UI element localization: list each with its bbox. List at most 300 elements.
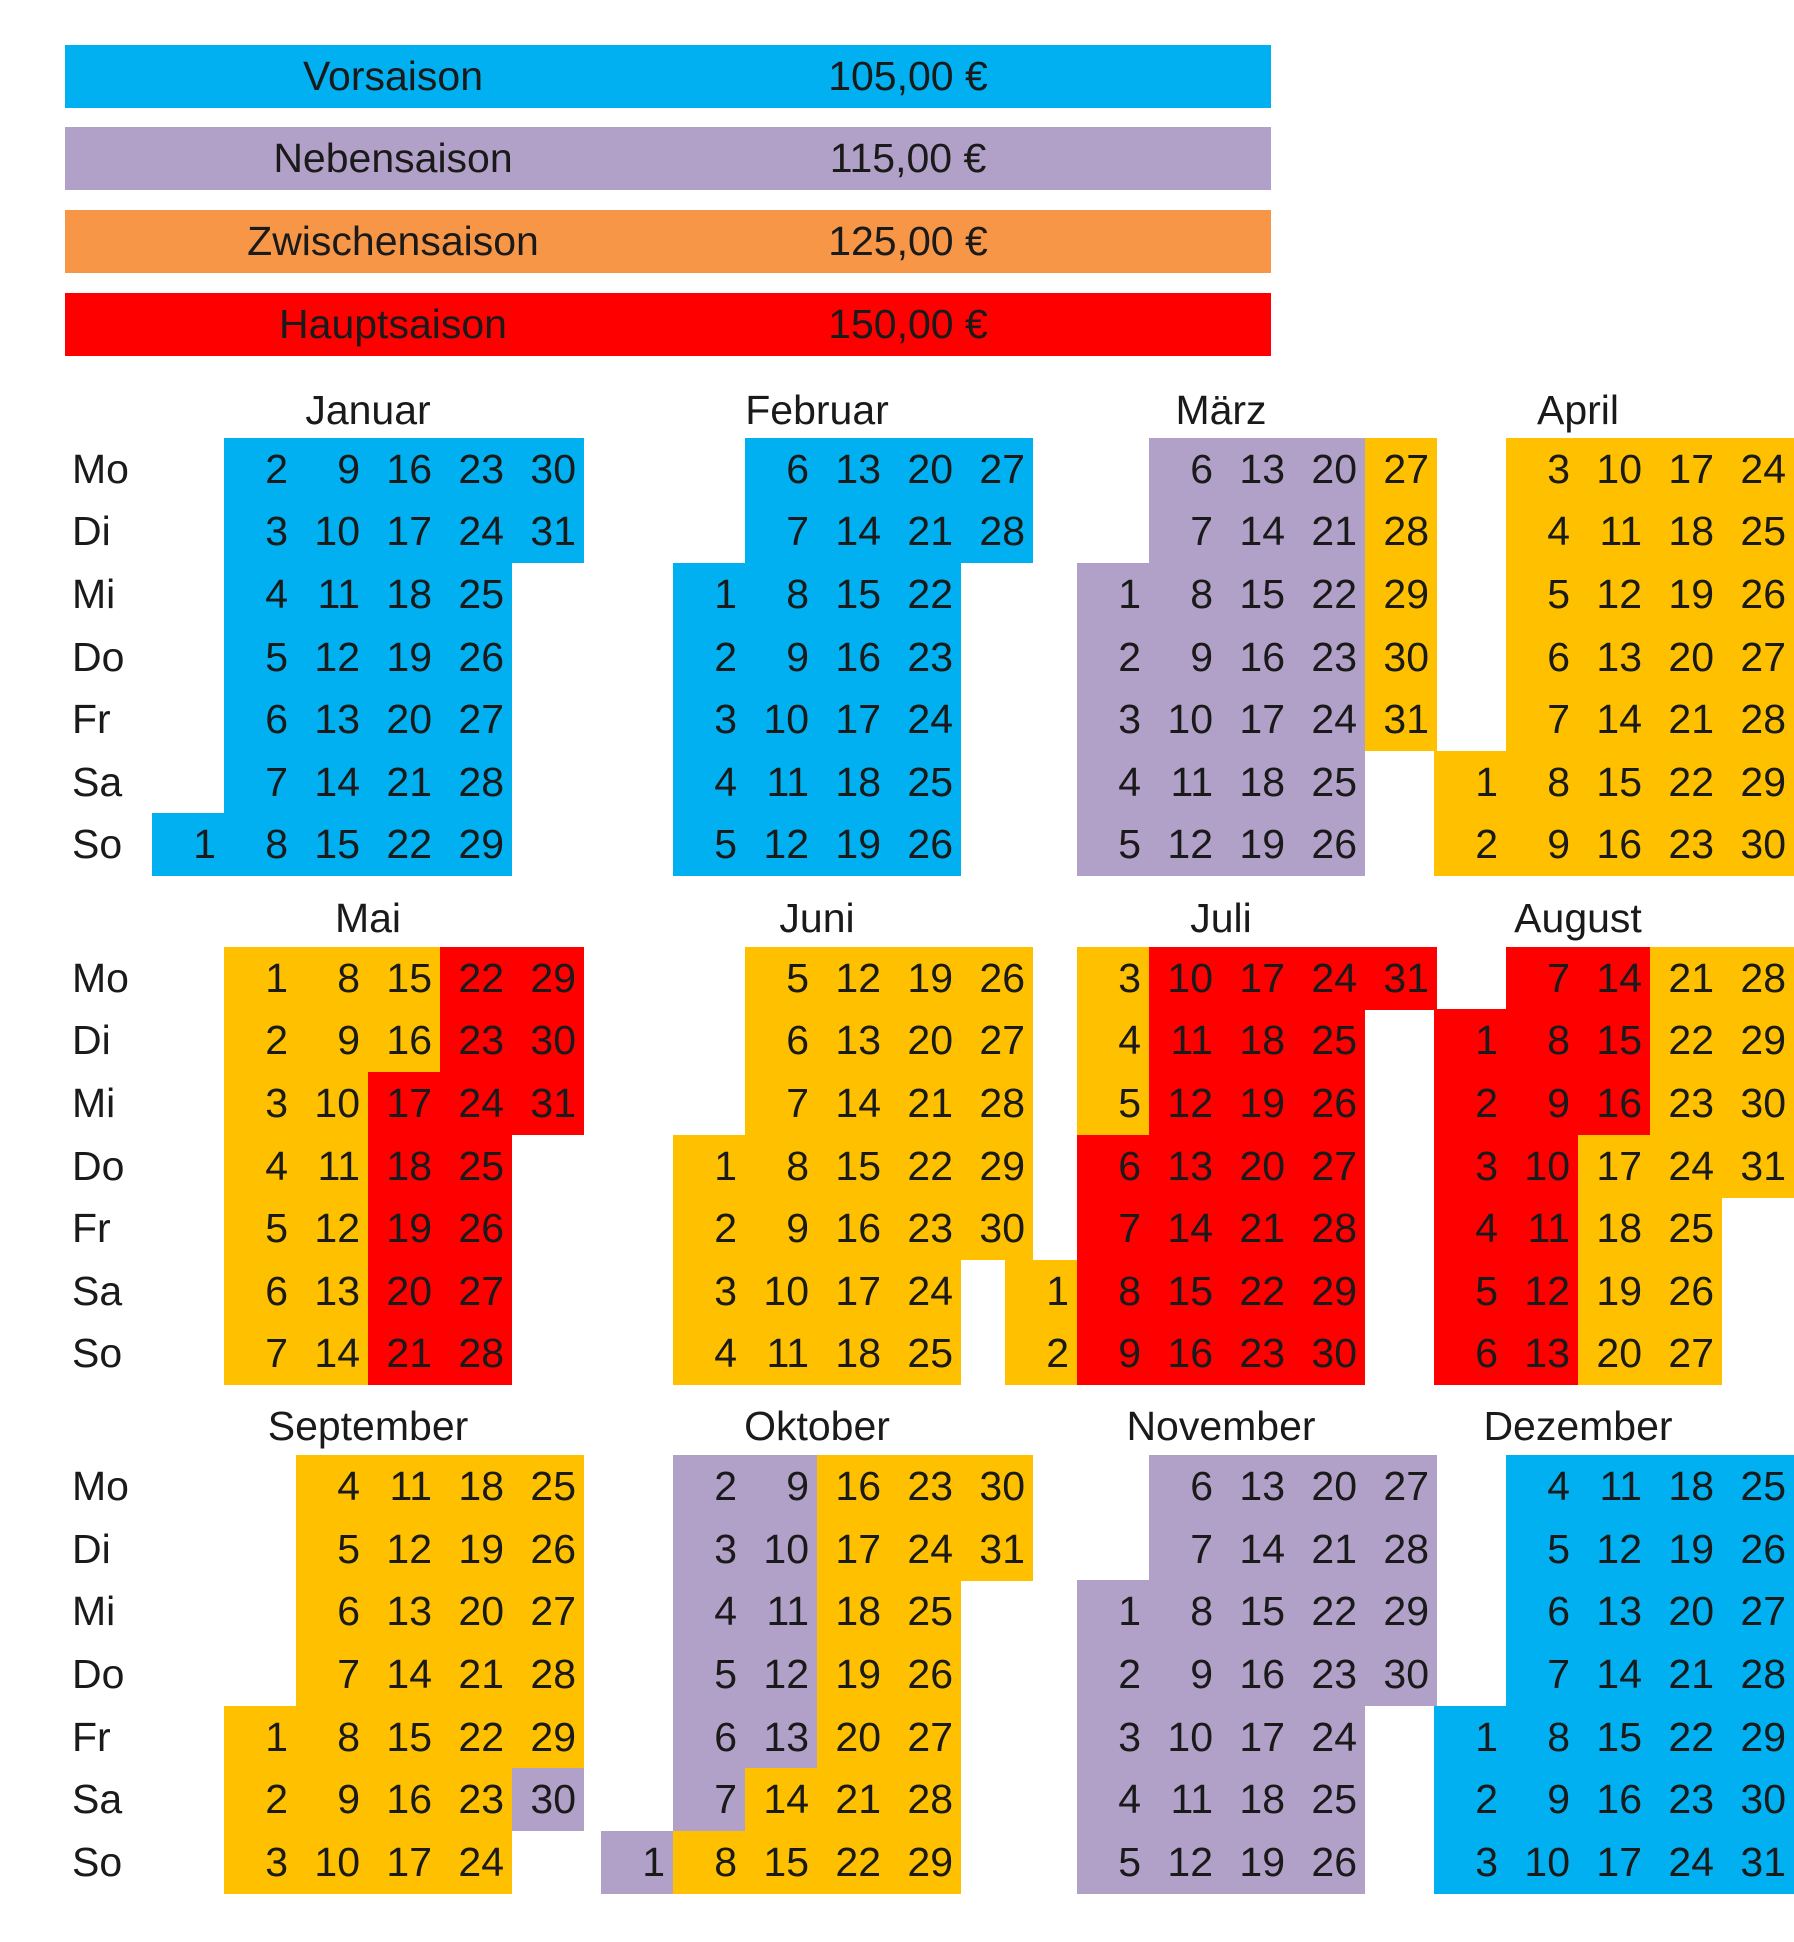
day-cell: 15 xyxy=(1578,1706,1650,1769)
day-cell: 14 xyxy=(1221,1518,1293,1581)
day-cell: 13 xyxy=(1149,1135,1221,1198)
day-cell: 24 xyxy=(1293,947,1365,1010)
day-cell: 26 xyxy=(1293,813,1365,876)
day-cell: 24 xyxy=(1650,1831,1722,1894)
day-cell: 9 xyxy=(1077,1322,1149,1385)
day-cell: 28 xyxy=(440,1322,512,1385)
day-cell: 29 xyxy=(512,1706,584,1769)
day-cell: 8 xyxy=(673,1831,745,1894)
legend-row-nebensaison xyxy=(65,127,1271,190)
day-cell: 3 xyxy=(1077,947,1149,1010)
month-title-oktober: Oktober xyxy=(744,1403,890,1449)
day-cell: 2 xyxy=(1434,1768,1506,1831)
day-cell: 23 xyxy=(440,438,512,501)
weekday-label-di: Di xyxy=(72,1017,111,1063)
day-cell: 7 xyxy=(224,751,296,814)
day-cell: 23 xyxy=(1293,626,1365,689)
legend-row-vorsaison xyxy=(65,45,1271,108)
day-cell: 7 xyxy=(1149,1518,1221,1581)
day-cell: 19 xyxy=(889,947,961,1010)
day-cell: 10 xyxy=(745,1260,817,1323)
day-cell: 29 xyxy=(889,1831,961,1894)
day-cell: 25 xyxy=(1293,751,1365,814)
day-cell: 2 xyxy=(224,1768,296,1831)
day-cell: 31 xyxy=(961,1518,1033,1581)
day-cell: 17 xyxy=(368,1831,440,1894)
day-cell: 1 xyxy=(1434,751,1506,814)
day-cell: 28 xyxy=(889,1768,961,1831)
day-cell: 18 xyxy=(1221,1009,1293,1072)
day-cell: 6 xyxy=(224,1260,296,1323)
day-cell: 23 xyxy=(440,1768,512,1831)
season-price: 115,00 € xyxy=(829,135,987,181)
day-cell: 29 xyxy=(1365,1580,1437,1643)
day-cell: 25 xyxy=(440,563,512,626)
day-cell: 17 xyxy=(1221,947,1293,1010)
day-cell: 1 xyxy=(673,563,745,626)
day-cell: 25 xyxy=(1722,1455,1794,1518)
day-cell: 1 xyxy=(1077,563,1149,626)
day-cell: 28 xyxy=(961,1072,1033,1135)
day-cell: 1 xyxy=(152,813,224,876)
day-cell: 31 xyxy=(1722,1831,1794,1894)
day-cell: 13 xyxy=(817,1009,889,1072)
day-cell: 14 xyxy=(296,751,368,814)
day-cell: 27 xyxy=(1365,438,1437,501)
day-cell: 24 xyxy=(440,1831,512,1894)
day-cell: 14 xyxy=(817,500,889,563)
day-cell: 8 xyxy=(224,813,296,876)
day-cell: 4 xyxy=(673,1580,745,1643)
day-cell: 9 xyxy=(1149,1643,1221,1706)
day-cell: 23 xyxy=(1650,813,1722,876)
day-cell: 3 xyxy=(1506,438,1578,501)
day-cell: 5 xyxy=(673,1643,745,1706)
day-cell: 18 xyxy=(817,751,889,814)
day-cell: 13 xyxy=(1578,1580,1650,1643)
day-cell: 3 xyxy=(673,688,745,751)
day-cell: 13 xyxy=(368,1580,440,1643)
day-cell: 20 xyxy=(889,438,961,501)
day-cell: 9 xyxy=(296,438,368,501)
day-cell: 13 xyxy=(1221,1455,1293,1518)
day-cell: 20 xyxy=(1221,1135,1293,1198)
day-cell: 31 xyxy=(512,1072,584,1135)
day-cell: 15 xyxy=(745,1831,817,1894)
day-cell: 24 xyxy=(440,500,512,563)
day-cell: 19 xyxy=(817,1643,889,1706)
day-cell: 9 xyxy=(1506,1768,1578,1831)
weekday-label-do: Do xyxy=(72,1651,125,1697)
day-cell: 7 xyxy=(1077,1197,1149,1260)
weekday-label-mo: Mo xyxy=(72,955,129,1001)
day-cell: 27 xyxy=(1722,1580,1794,1643)
weekday-label-so: So xyxy=(72,821,123,867)
day-cell: 18 xyxy=(1221,751,1293,814)
day-cell: 8 xyxy=(296,947,368,1010)
day-cell: 23 xyxy=(440,1009,512,1072)
day-cell: 14 xyxy=(1149,1197,1221,1260)
day-cell: 27 xyxy=(889,1706,961,1769)
day-cell: 28 xyxy=(440,751,512,814)
day-cell: 6 xyxy=(224,688,296,751)
day-cell: 22 xyxy=(440,1706,512,1769)
day-cell: 12 xyxy=(1149,813,1221,876)
day-cell: 19 xyxy=(1578,1260,1650,1323)
day-cell: 8 xyxy=(1149,563,1221,626)
day-cell: 7 xyxy=(1506,947,1578,1010)
day-cell: 4 xyxy=(296,1455,368,1518)
day-cell: 19 xyxy=(1650,1518,1722,1581)
day-cell: 4 xyxy=(1506,1455,1578,1518)
day-cell: 20 xyxy=(1650,626,1722,689)
day-cell: 18 xyxy=(1578,1197,1650,1260)
day-cell: 8 xyxy=(1506,1009,1578,1072)
day-cell: 16 xyxy=(1221,626,1293,689)
day-cell: 14 xyxy=(296,1322,368,1385)
day-cell: 30 xyxy=(512,1009,584,1072)
day-cell: 31 xyxy=(1365,947,1437,1010)
day-cell: 5 xyxy=(1077,1831,1149,1894)
day-cell: 9 xyxy=(745,1197,817,1260)
weekday-label-so: So xyxy=(72,1330,123,1376)
day-cell: 14 xyxy=(817,1072,889,1135)
day-cell: 30 xyxy=(1365,1643,1437,1706)
day-cell: 5 xyxy=(745,947,817,1010)
day-cell: 28 xyxy=(1722,688,1794,751)
day-cell: 5 xyxy=(224,626,296,689)
day-cell: 27 xyxy=(440,688,512,751)
day-cell: 25 xyxy=(889,1580,961,1643)
day-cell: 17 xyxy=(817,688,889,751)
season-name: Nebensaison xyxy=(273,135,513,181)
day-cell: 17 xyxy=(817,1260,889,1323)
day-cell: 26 xyxy=(440,1197,512,1260)
day-cell: 27 xyxy=(1365,1455,1437,1518)
day-cell: 3 xyxy=(673,1518,745,1581)
day-cell: 21 xyxy=(889,1072,961,1135)
weekday-label-mi: Mi xyxy=(72,1080,116,1126)
legend-row-zwischensaison xyxy=(65,210,1271,273)
day-cell: 23 xyxy=(1221,1322,1293,1385)
day-cell: 29 xyxy=(1365,563,1437,626)
day-cell: 27 xyxy=(1722,626,1794,689)
day-cell: 6 xyxy=(1506,1580,1578,1643)
day-cell: 8 xyxy=(745,563,817,626)
day-cell: 4 xyxy=(1506,500,1578,563)
day-cell: 9 xyxy=(296,1009,368,1072)
month-title-mai: Mai xyxy=(334,895,402,941)
month-title-juli: Juli xyxy=(1190,895,1252,941)
day-cell: 7 xyxy=(1149,500,1221,563)
day-cell: 18 xyxy=(1650,500,1722,563)
day-cell: 8 xyxy=(1149,1580,1221,1643)
day-cell: 14 xyxy=(1221,500,1293,563)
day-cell: 20 xyxy=(1650,1580,1722,1643)
month-title-januar: Januar xyxy=(305,387,431,433)
day-cell: 16 xyxy=(1578,1072,1650,1135)
day-cell: 1 xyxy=(1434,1706,1506,1769)
day-cell: 24 xyxy=(889,688,961,751)
day-cell: 2 xyxy=(1434,813,1506,876)
day-cell: 28 xyxy=(961,500,1033,563)
day-cell: 18 xyxy=(817,1580,889,1643)
day-cell: 19 xyxy=(440,1518,512,1581)
day-cell: 28 xyxy=(512,1643,584,1706)
day-cell: 14 xyxy=(1578,1643,1650,1706)
day-cell: 31 xyxy=(1722,1135,1794,1198)
day-cell: 17 xyxy=(1650,438,1722,501)
weekday-label-mi: Mi xyxy=(72,1588,116,1634)
day-cell: 28 xyxy=(1365,500,1437,563)
day-cell: 6 xyxy=(296,1580,368,1643)
day-cell: 30 xyxy=(1722,1072,1794,1135)
month-title-august: August xyxy=(1514,895,1642,941)
day-cell: 25 xyxy=(889,751,961,814)
day-cell: 3 xyxy=(1434,1831,1506,1894)
day-cell: 13 xyxy=(296,688,368,751)
day-cell: 15 xyxy=(1221,563,1293,626)
day-cell: 26 xyxy=(1650,1260,1722,1323)
day-cell: 1 xyxy=(1005,1260,1077,1323)
day-cell: 9 xyxy=(745,626,817,689)
day-cell: 22 xyxy=(889,1135,961,1198)
day-cell: 10 xyxy=(1149,688,1221,751)
day-cell: 5 xyxy=(296,1518,368,1581)
day-cell: 7 xyxy=(673,1768,745,1831)
day-cell: 22 xyxy=(1650,1009,1722,1072)
day-cell: 12 xyxy=(368,1518,440,1581)
day-cell: 10 xyxy=(296,500,368,563)
day-cell: 27 xyxy=(440,1260,512,1323)
day-cell: 11 xyxy=(296,563,368,626)
day-cell: 12 xyxy=(745,1643,817,1706)
day-cell: 10 xyxy=(1578,438,1650,501)
day-cell: 30 xyxy=(512,438,584,501)
weekday-label-sa: Sa xyxy=(72,1776,123,1822)
day-cell: 13 xyxy=(1506,1322,1578,1385)
day-cell: 11 xyxy=(745,1580,817,1643)
day-cell: 6 xyxy=(673,1706,745,1769)
day-cell: 30 xyxy=(961,1197,1033,1260)
day-cell: 25 xyxy=(1293,1768,1365,1831)
day-cell: 7 xyxy=(1506,1643,1578,1706)
day-cell: 21 xyxy=(1293,1518,1365,1581)
day-cell: 11 xyxy=(1149,1768,1221,1831)
day-cell: 6 xyxy=(1077,1135,1149,1198)
day-cell: 4 xyxy=(1077,1768,1149,1831)
day-cell: 10 xyxy=(296,1831,368,1894)
day-cell: 29 xyxy=(1722,751,1794,814)
month-title-märz: März xyxy=(1175,387,1267,433)
day-cell: 24 xyxy=(889,1518,961,1581)
day-cell: 10 xyxy=(1149,1706,1221,1769)
day-cell: 30 xyxy=(1722,1768,1794,1831)
day-cell: 13 xyxy=(296,1260,368,1323)
day-cell: 16 xyxy=(1149,1322,1221,1385)
day-cell: 20 xyxy=(1293,438,1365,501)
day-cell: 1 xyxy=(1077,1580,1149,1643)
day-cell: 20 xyxy=(817,1706,889,1769)
day-cell: 19 xyxy=(1221,1072,1293,1135)
day-cell: 9 xyxy=(296,1768,368,1831)
day-cell: 4 xyxy=(673,751,745,814)
day-cell: 12 xyxy=(1506,1260,1578,1323)
day-cell: 22 xyxy=(1650,1706,1722,1769)
day-cell: 15 xyxy=(1221,1580,1293,1643)
day-cell: 29 xyxy=(1722,1009,1794,1072)
day-cell: 3 xyxy=(1434,1135,1506,1198)
day-cell: 12 xyxy=(817,947,889,1010)
day-cell: 17 xyxy=(1578,1135,1650,1198)
month-title-dezember: Dezember xyxy=(1483,1403,1673,1449)
day-cell: 26 xyxy=(889,813,961,876)
day-cell: 12 xyxy=(1149,1831,1221,1894)
weekday-label-fr: Fr xyxy=(72,696,111,742)
day-cell: 24 xyxy=(1650,1135,1722,1198)
day-cell: 17 xyxy=(1578,1831,1650,1894)
day-cell: 3 xyxy=(224,1831,296,1894)
day-cell: 22 xyxy=(1293,1580,1365,1643)
day-cell: 20 xyxy=(1293,1455,1365,1518)
day-cell: 11 xyxy=(296,1135,368,1198)
weekday-label-fr: Fr xyxy=(72,1205,111,1251)
day-cell: 30 xyxy=(1722,813,1794,876)
day-cell: 26 xyxy=(961,947,1033,1010)
day-cell: 7 xyxy=(224,1322,296,1385)
day-cell: 30 xyxy=(961,1455,1033,1518)
day-cell: 16 xyxy=(368,1768,440,1831)
day-cell: 26 xyxy=(1293,1072,1365,1135)
day-cell: 4 xyxy=(224,1135,296,1198)
day-cell: 2 xyxy=(1434,1072,1506,1135)
day-cell: 20 xyxy=(368,1260,440,1323)
day-cell: 16 xyxy=(368,1009,440,1072)
day-cell: 6 xyxy=(1434,1322,1506,1385)
day-cell: 4 xyxy=(1434,1197,1506,1260)
month-title-april: April xyxy=(1536,387,1620,433)
day-cell: 24 xyxy=(889,1260,961,1323)
season-price: 150,00 € xyxy=(828,301,988,347)
day-cell: 5 xyxy=(1506,1518,1578,1581)
day-cell: 5 xyxy=(1077,813,1149,876)
season-name: Zwischensaison xyxy=(247,218,539,264)
day-cell: 27 xyxy=(1650,1322,1722,1385)
day-cell: 12 xyxy=(296,626,368,689)
day-cell: 18 xyxy=(440,1455,512,1518)
day-cell: 22 xyxy=(368,813,440,876)
day-cell: 1 xyxy=(1434,1009,1506,1072)
day-cell: 6 xyxy=(1149,1455,1221,1518)
weekday-label-so: So xyxy=(72,1839,123,1885)
month-title-februar: Februar xyxy=(745,387,889,433)
day-cell: 30 xyxy=(512,1768,584,1831)
day-cell: 21 xyxy=(1650,1643,1722,1706)
day-cell: 12 xyxy=(1149,1072,1221,1135)
day-cell: 17 xyxy=(368,500,440,563)
day-cell: 21 xyxy=(440,1643,512,1706)
day-cell: 8 xyxy=(1506,751,1578,814)
day-cell: 26 xyxy=(440,626,512,689)
day-cell: 5 xyxy=(1506,563,1578,626)
day-cell: 7 xyxy=(745,1072,817,1135)
day-cell: 13 xyxy=(817,438,889,501)
day-cell: 11 xyxy=(1149,1009,1221,1072)
day-cell: 4 xyxy=(224,563,296,626)
day-cell: 22 xyxy=(889,563,961,626)
day-cell: 14 xyxy=(368,1643,440,1706)
day-cell: 1 xyxy=(673,1135,745,1198)
day-cell: 4 xyxy=(1077,1009,1149,1072)
day-cell: 16 xyxy=(817,1455,889,1518)
day-cell: 29 xyxy=(961,1135,1033,1198)
day-cell: 2 xyxy=(1077,1643,1149,1706)
day-cell: 25 xyxy=(512,1455,584,1518)
day-cell: 18 xyxy=(368,1135,440,1198)
season-price: 125,00 € xyxy=(828,218,988,264)
day-cell: 2 xyxy=(673,1455,745,1518)
day-cell: 19 xyxy=(817,813,889,876)
day-cell: 26 xyxy=(512,1518,584,1581)
season-name: Vorsaison xyxy=(302,53,484,99)
day-cell: 23 xyxy=(1293,1643,1365,1706)
day-cell: 14 xyxy=(745,1768,817,1831)
day-cell: 20 xyxy=(889,1009,961,1072)
day-cell: 18 xyxy=(1650,1455,1722,1518)
season-price: 105,00 € xyxy=(828,53,988,99)
day-cell: 10 xyxy=(745,1518,817,1581)
day-cell: 21 xyxy=(1650,688,1722,751)
day-cell: 24 xyxy=(1293,1706,1365,1769)
month-title-juni: Juni xyxy=(779,895,855,941)
day-cell: 17 xyxy=(817,1518,889,1581)
day-cell: 3 xyxy=(1077,1706,1149,1769)
day-cell: 29 xyxy=(1293,1260,1365,1323)
day-cell: 13 xyxy=(1221,438,1293,501)
day-cell: 19 xyxy=(368,626,440,689)
season-name: Hauptsaison xyxy=(279,301,507,347)
day-cell: 15 xyxy=(1149,1260,1221,1323)
day-cell: 15 xyxy=(368,947,440,1010)
day-cell: 15 xyxy=(817,1135,889,1198)
day-cell: 26 xyxy=(1293,1831,1365,1894)
weekday-label-fr: Fr xyxy=(72,1714,111,1760)
day-cell: 24 xyxy=(440,1072,512,1135)
day-cell: 28 xyxy=(1722,1643,1794,1706)
day-cell: 22 xyxy=(1650,751,1722,814)
day-cell: 27 xyxy=(961,1009,1033,1072)
day-cell: 3 xyxy=(673,1260,745,1323)
day-cell: 23 xyxy=(889,1197,961,1260)
day-cell: 2 xyxy=(1005,1322,1077,1385)
day-cell: 23 xyxy=(1650,1072,1722,1135)
day-cell: 27 xyxy=(1293,1135,1365,1198)
day-cell: 11 xyxy=(1149,751,1221,814)
weekday-label-mo: Mo xyxy=(72,1463,129,1509)
day-cell: 8 xyxy=(1077,1260,1149,1323)
day-cell: 21 xyxy=(817,1768,889,1831)
day-cell: 21 xyxy=(1650,947,1722,1010)
day-cell: 11 xyxy=(745,751,817,814)
day-cell: 28 xyxy=(1365,1518,1437,1581)
day-cell: 18 xyxy=(1221,1768,1293,1831)
day-cell: 5 xyxy=(1077,1072,1149,1135)
day-cell: 5 xyxy=(673,813,745,876)
weekday-label-sa: Sa xyxy=(72,1268,123,1314)
day-cell: 10 xyxy=(1506,1831,1578,1894)
day-cell: 1 xyxy=(224,1706,296,1769)
weekday-label-di: Di xyxy=(72,1526,111,1572)
